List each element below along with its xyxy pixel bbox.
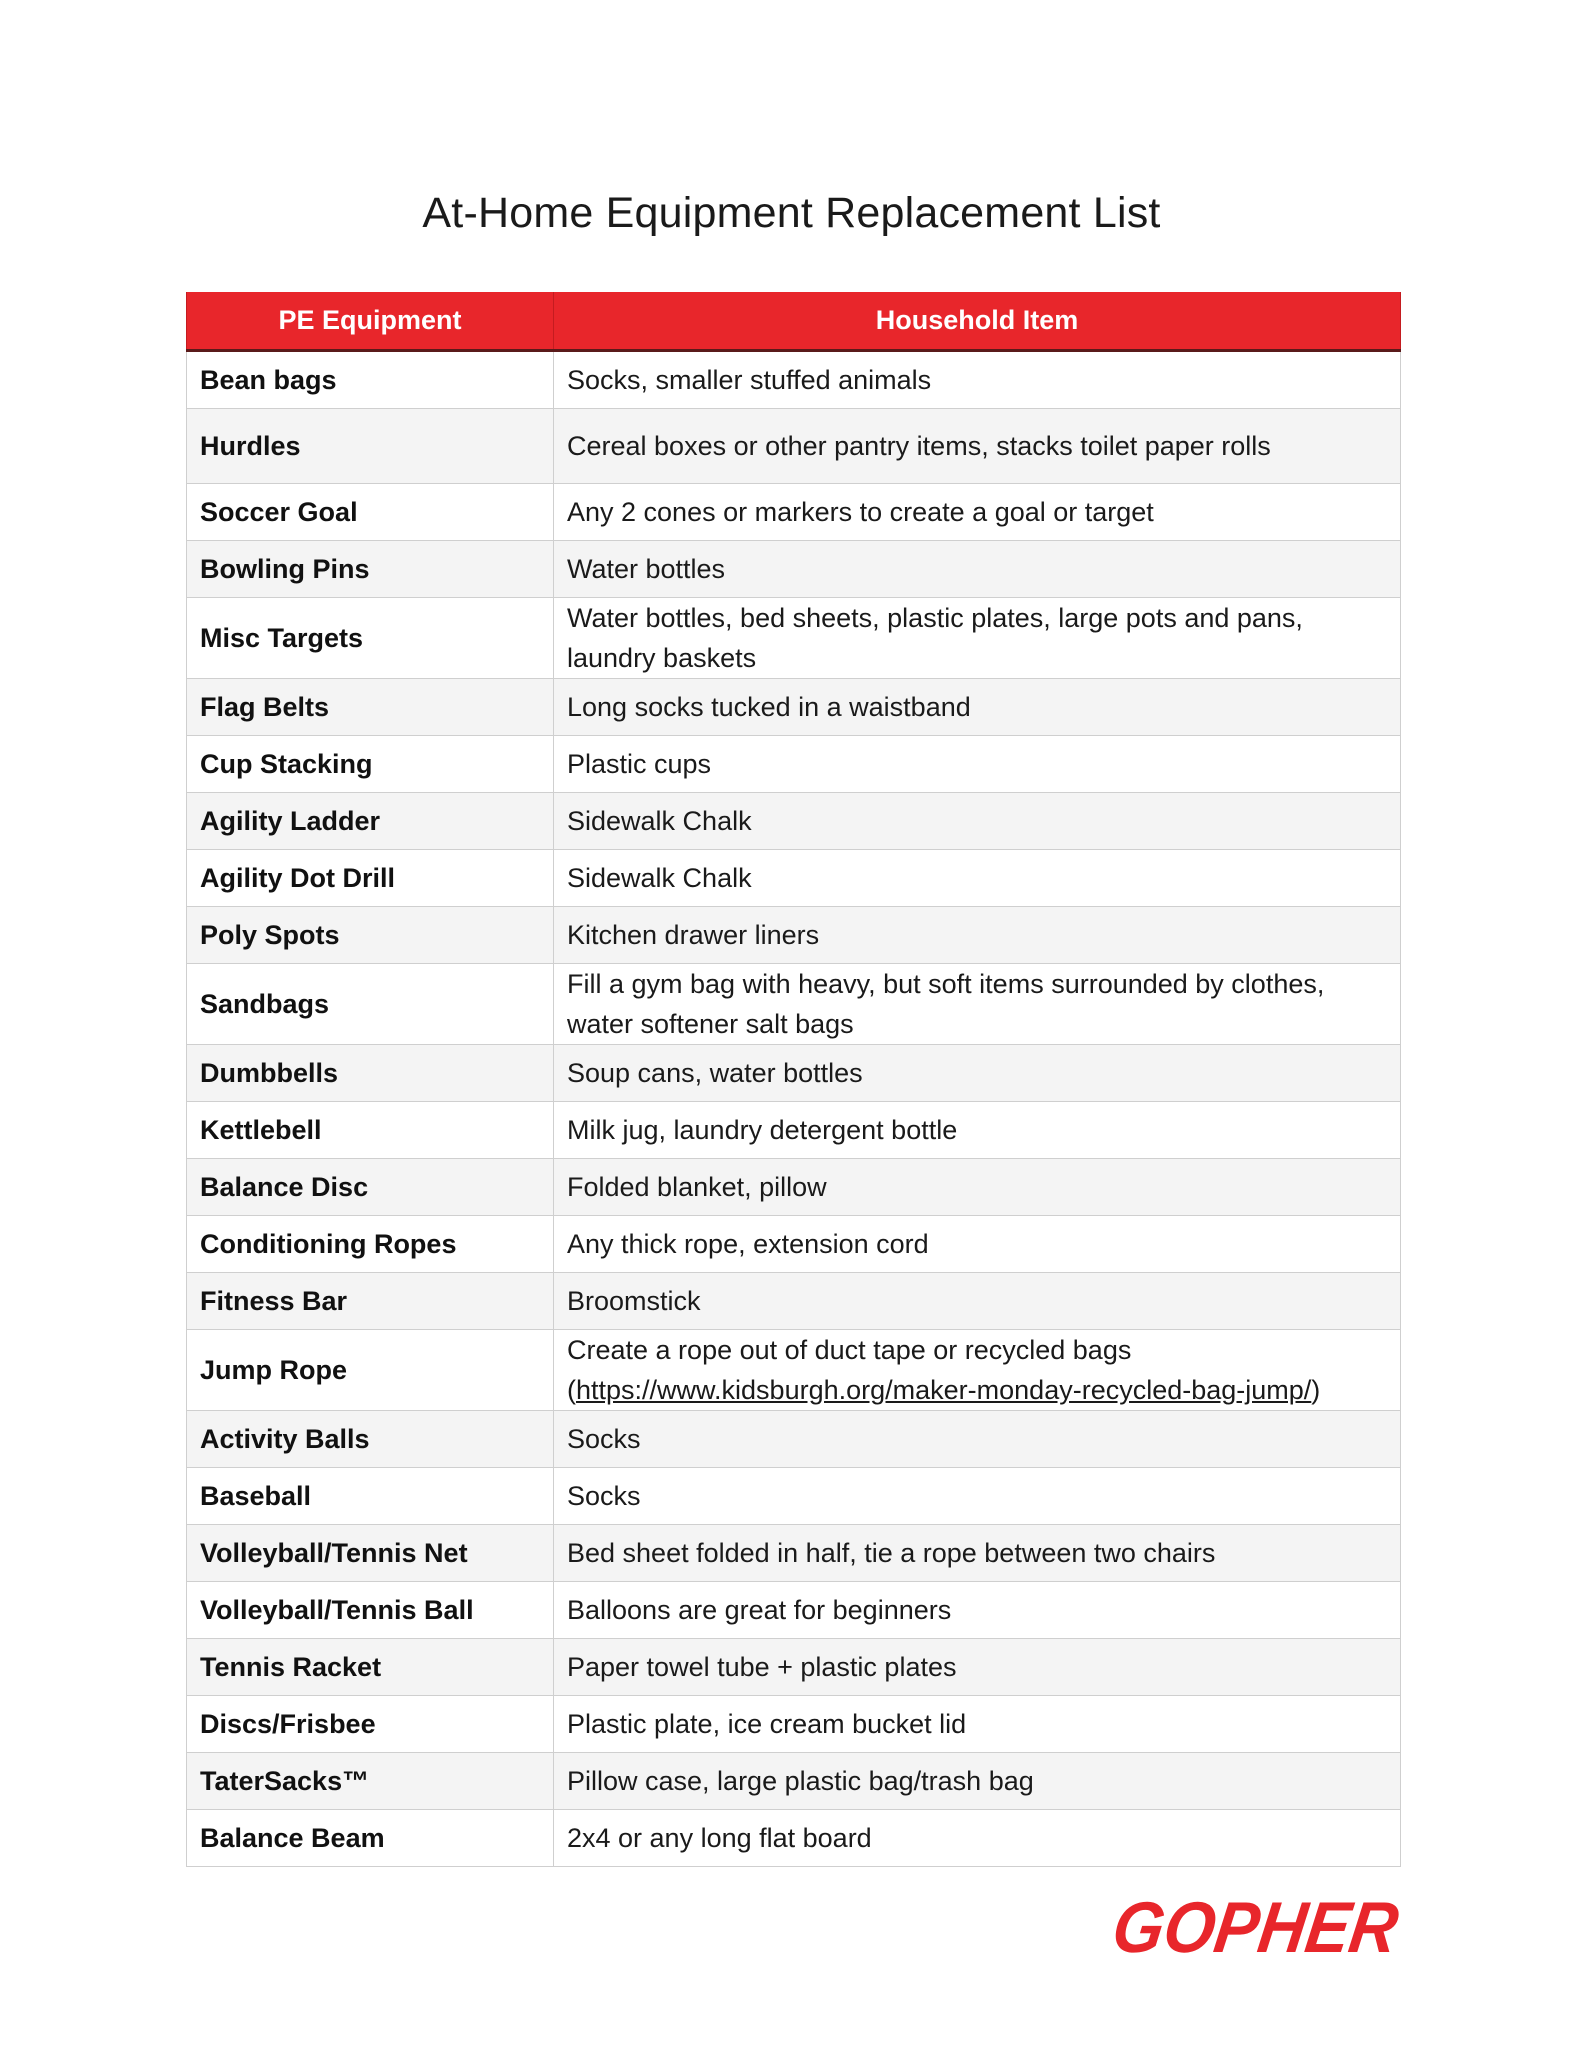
household-item-cell: Plastic plate, ice cream bucket lid <box>554 1696 1401 1753</box>
table-row <box>187 409 1401 484</box>
table-row <box>187 1753 1401 1810</box>
household-item-cell: Fill a gym bag with heavy, but soft items surrounded by clothes, water softener salt bags <box>554 964 1401 1045</box>
household-item-cell: Balloons are great for beginners <box>554 1582 1401 1639</box>
kidsburgh-link[interactable]: https://www.kidsburgh.org/maker-monday-recycled-bag-jump/ <box>576 1375 1312 1405</box>
household-item-cell: Water bottles <box>554 541 1401 598</box>
equipment-cell: Tennis Racket <box>187 1639 554 1696</box>
equipment-cell: Flag Belts <box>187 679 554 736</box>
equipment-cell: Bean bags <box>187 351 554 409</box>
household-item-text: Create a rope out of duct tape or recycled bags ( <box>567 1335 1132 1405</box>
household-item-cell <box>554 1330 1401 1411</box>
household-item-cell: Plastic cups <box>554 736 1401 793</box>
table-row <box>187 1159 1401 1216</box>
header-household-item: Household Item <box>554 292 1401 351</box>
table-row <box>187 1639 1401 1696</box>
table-row <box>187 1696 1401 1753</box>
household-item-cell: Cereal boxes or other pantry items, stacks toilet paper rolls <box>554 409 1401 484</box>
table-row <box>187 1273 1401 1330</box>
equipment-cell: Fitness Bar <box>187 1273 554 1330</box>
equipment-cell: Jump Rope <box>187 1330 554 1411</box>
household-item-cell: 2x4 or any long flat board <box>554 1810 1401 1867</box>
table-row <box>187 541 1401 598</box>
table-row <box>187 679 1401 736</box>
equipment-cell: Soccer Goal <box>187 484 554 541</box>
table-row <box>187 484 1401 541</box>
table-row <box>187 964 1401 1045</box>
household-item-cell: Water bottles, bed sheets, plastic plates, large pots and pans, laundry baskets <box>554 598 1401 679</box>
household-item-cell: Kitchen drawer liners <box>554 907 1401 964</box>
replacement-table-container <box>186 292 1400 1867</box>
household-item-cell: Soup cans, water bottles <box>554 1045 1401 1102</box>
gopher-logo <box>1107 1888 1431 1968</box>
household-item-cell: Broomstick <box>554 1273 1401 1330</box>
table-row <box>187 1102 1401 1159</box>
household-item-cell: Socks <box>554 1411 1401 1468</box>
table-header-row <box>187 292 1401 351</box>
table-body <box>187 351 1401 1867</box>
table-row <box>187 1582 1401 1639</box>
equipment-cell: Hurdles <box>187 409 554 484</box>
table-row <box>187 1810 1401 1867</box>
equipment-cell: Cup Stacking <box>187 736 554 793</box>
household-item-cell: Pillow case, large plastic bag/trash bag <box>554 1753 1401 1810</box>
table-row <box>187 1216 1401 1273</box>
equipment-cell: Agility Ladder <box>187 793 554 850</box>
table-row <box>187 736 1401 793</box>
table-row <box>187 1330 1401 1411</box>
household-item-cell: Folded blanket, pillow <box>554 1159 1401 1216</box>
equipment-cell: Agility Dot Drill <box>187 850 554 907</box>
table-row <box>187 907 1401 964</box>
household-item-cell: Sidewalk Chalk <box>554 850 1401 907</box>
table-row <box>187 1525 1401 1582</box>
household-item-cell: Paper towel tube + plastic plates <box>554 1639 1401 1696</box>
table-row <box>187 1411 1401 1468</box>
table-row <box>187 793 1401 850</box>
equipment-cell: Misc Targets <box>187 598 554 679</box>
household-item-cell: Any thick rope, extension cord <box>554 1216 1401 1273</box>
table-row <box>187 351 1401 409</box>
page-title: At-Home Equipment Replacement List <box>422 189 1161 237</box>
equipment-cell: Activity Balls <box>187 1411 554 1468</box>
equipment-cell: Baseball <box>187 1468 554 1525</box>
household-item-cell: Bed sheet folded in half, tie a rope between two chairs <box>554 1525 1401 1582</box>
household-item-cell: Milk jug, laundry detergent bottle <box>554 1102 1401 1159</box>
equipment-cell: Balance Beam <box>187 1810 554 1867</box>
equipment-cell: Kettlebell <box>187 1102 554 1159</box>
household-item-cell: Sidewalk Chalk <box>554 793 1401 850</box>
equipment-cell: Balance Disc <box>187 1159 554 1216</box>
household-item-cell: Any 2 cones or markers to create a goal or target <box>554 484 1401 541</box>
equipment-cell: Discs/Frisbee <box>187 1696 554 1753</box>
equipment-cell: Bowling Pins <box>187 541 554 598</box>
equipment-cell: Sandbags <box>187 964 554 1045</box>
equipment-cell: TaterSacks™ <box>187 1753 554 1810</box>
equipment-cell: Dumbbells <box>187 1045 554 1102</box>
household-item-suffix: ) <box>1311 1375 1321 1405</box>
table-row <box>187 598 1401 679</box>
household-item-cell: Socks, smaller stuffed animals <box>554 351 1401 409</box>
equipment-cell: Poly Spots <box>187 907 554 964</box>
table-row <box>187 850 1401 907</box>
equipment-cell: Volleyball/Tennis Ball <box>187 1582 554 1639</box>
household-item-cell: Socks <box>554 1468 1401 1525</box>
table-row <box>187 1468 1401 1525</box>
header-pe-equipment: PE Equipment <box>187 292 554 351</box>
household-item-cell: Long socks tucked in a waistband <box>554 679 1401 736</box>
replacement-table <box>186 292 1401 1867</box>
equipment-cell: Conditioning Ropes <box>187 1216 554 1273</box>
gopher-logo-text: GOPHER <box>1107 1888 1431 1968</box>
equipment-cell: Volleyball/Tennis Net <box>187 1525 554 1582</box>
table-row <box>187 1045 1401 1102</box>
